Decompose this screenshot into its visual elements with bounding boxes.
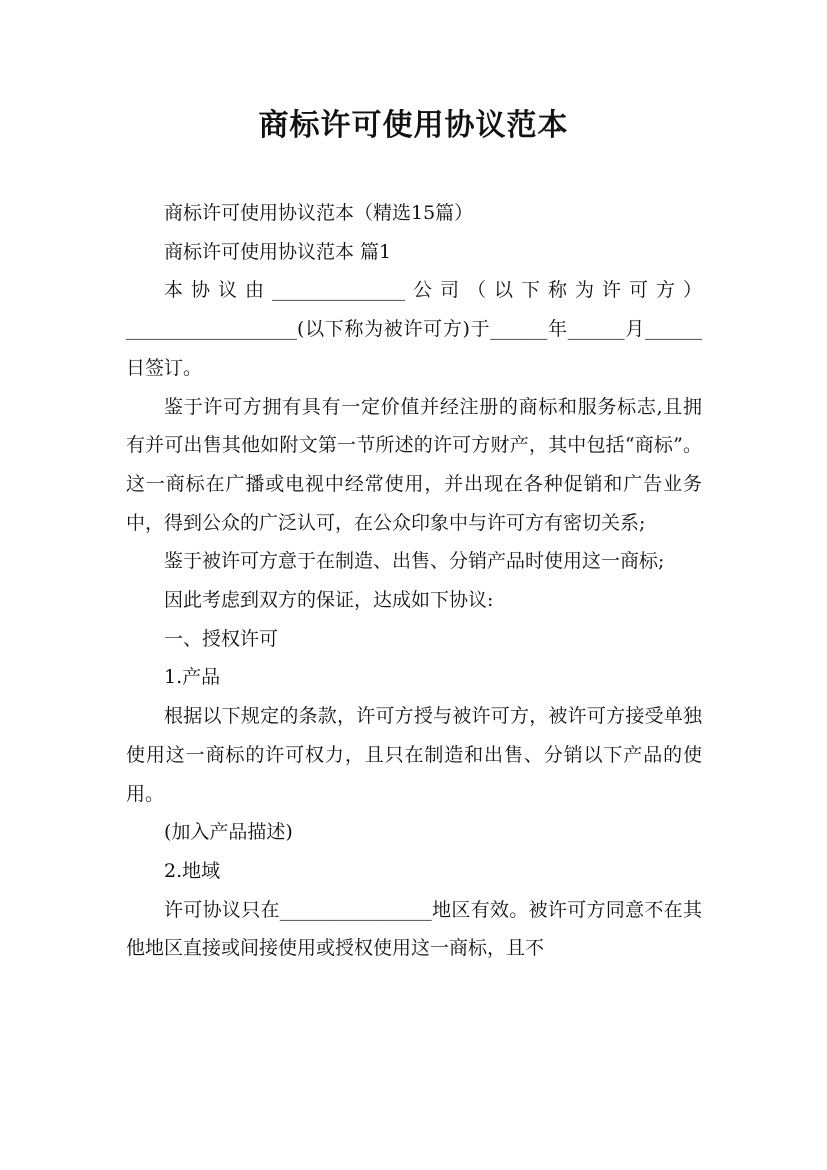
section-heading-license: 一、授权许可: [164, 627, 279, 650]
document-title: 商标许可使用协议范本: [258, 108, 569, 143]
subsection-heading-products: 1.产品: [164, 666, 221, 689]
paragraph-whereas-1: 鉴于许可方拥有具有一定价值并经注册的商标和服务标志,且拥有并可出售其他如附文第一节所述的许可方财产，其中包括“商标”。这一商标在广播或电视中经常使用，并出现在各种促销和广告业务中，得到公众的广泛认可，在公众印象中与许可方有密切关系;: [126, 395, 702, 534]
paragraph-whereas-2: 鉴于被许可方意于在制造、出售、分销产品时使用这一商标;: [164, 550, 665, 573]
subsection-heading-territory: 2.地域: [164, 859, 221, 882]
paragraph-heading: 商标许可使用协议范本 篇1: [164, 240, 392, 263]
paragraph-parties: 本协议由______________公司（以下称为许可方）__________________(以下称为被许可方)于______年______月______日签订。: [126, 279, 702, 379]
paragraph-products: 根据以下规定的条款，许可方授与被许可方，被许可方接受单独使用这一商标的许可权力，且只在制造和出售、分销以下产品的使用。: [126, 705, 702, 805]
paragraph-territory: 许可协议只在________________地区有效。被许可方同意不在其他地区直接或间接使用或授权使用这一商标，且不: [126, 898, 702, 960]
paragraph-agreement: 因此考虑到双方的保证，达成如下协议:: [164, 589, 494, 612]
paragraph-product-description: (加入产品描述): [164, 821, 293, 844]
document-body: [126, 194, 702, 968]
paragraph-subtitle: 商标许可使用协议范本（精选15篇）: [164, 202, 474, 224]
